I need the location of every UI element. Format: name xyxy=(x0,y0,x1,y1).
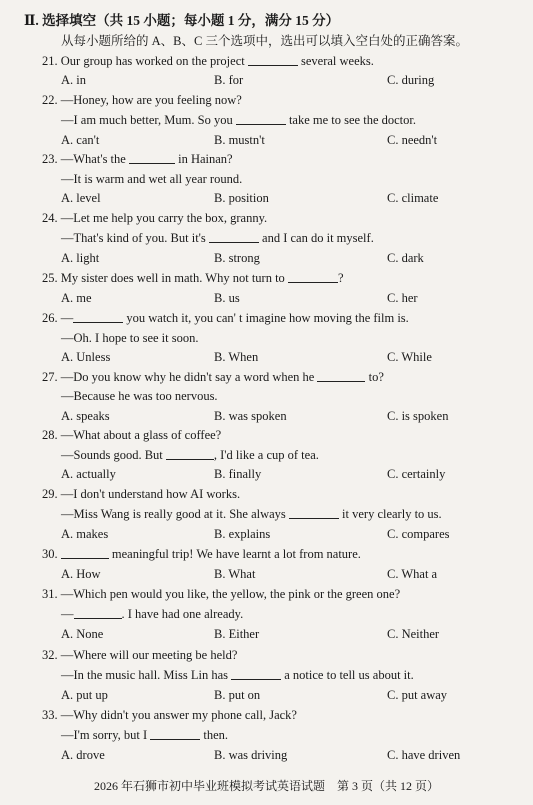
option-c: C. dark xyxy=(387,251,424,265)
question-32-reply: —In the music hall. Miss Lin has a notice to tell us about it. xyxy=(61,668,414,682)
question-23-options xyxy=(0,188,533,208)
question-26-reply: —Oh. I hope to see it soon. xyxy=(61,331,199,345)
question-30-options xyxy=(0,564,533,584)
answer-blank xyxy=(231,667,281,680)
section-title: Ⅱ. 选择填空（共 15 小题；每小题 1 分，满分 15 分） xyxy=(24,13,340,28)
question-33-stem: 33. —Why didn't you answer my phone call, Jack? xyxy=(42,708,297,722)
question-28-options xyxy=(0,464,533,484)
option-b: B. finally xyxy=(214,467,262,481)
question-25-stem: 25. My sister does well in math. Why not turn to ? xyxy=(42,271,344,285)
option-a: A. light xyxy=(61,251,100,265)
option-c: C. climate xyxy=(387,191,439,205)
option-c: C. put away xyxy=(387,688,448,702)
option-b: B. explains xyxy=(214,527,271,541)
question-26-stem: 26. — you watch it, you can' t imagine how moving the film is. xyxy=(42,311,409,325)
page-footer: 2026 年石狮市初中毕业班模拟考试英语试题 第 3 页（共 12 页） xyxy=(93,779,439,793)
option-b: B. mustn't xyxy=(214,133,265,147)
question-23-stem: 23. —What's the in Hainan? xyxy=(42,152,233,166)
option-b: B. Either xyxy=(214,627,260,641)
answer-blank xyxy=(129,151,175,164)
answer-blank xyxy=(236,112,286,125)
question-24-options xyxy=(0,248,533,268)
answer-blank xyxy=(209,230,259,243)
option-c: C. What a xyxy=(387,567,438,581)
option-a: A. None xyxy=(61,627,104,641)
option-a: A. level xyxy=(61,191,101,205)
question-22-options xyxy=(0,130,533,150)
option-a: A. me xyxy=(61,291,92,305)
section-instruction: 从每小题所给的 A、B、C 三个选项中，选出可以填入空白处的正确答案。 xyxy=(61,34,468,48)
answer-blank xyxy=(289,506,339,519)
option-a: A. can't xyxy=(61,133,100,147)
answer-blank xyxy=(73,310,123,323)
question-28-reply: —Sounds good. But , I'd like a cup of tea. xyxy=(61,448,319,462)
question-32-options xyxy=(0,685,533,705)
question-22-reply: —I am much better, Mum. So you take me to see the doctor. xyxy=(61,113,416,127)
question-21-stem: 21. Our group has worked on the project several weeks. xyxy=(42,54,374,68)
option-c: C. her xyxy=(387,291,418,305)
question-31-reply: — . I have had one already. xyxy=(61,607,244,621)
question-24-stem: 24. —Let me help you carry the box, granny. xyxy=(42,211,268,225)
question-27-stem: 27. —Do you know why he didn't say a word when he to? xyxy=(42,370,384,384)
option-b: B. was spoken xyxy=(214,409,287,423)
question-29-reply: —Miss Wang is really good at it. She always it very clearly to us. xyxy=(61,507,442,521)
option-a: A. actually xyxy=(61,467,116,481)
option-b: B. position xyxy=(214,191,269,205)
answer-blank xyxy=(288,270,338,283)
option-a: A. speaks xyxy=(61,409,110,423)
question-27-reply: —Because he was too nervous. xyxy=(61,389,218,403)
option-c: C. needn't xyxy=(387,133,438,147)
question-23-reply: —It is warm and wet all year round. xyxy=(61,172,243,186)
question-31-options xyxy=(0,624,533,644)
option-b: B. strong xyxy=(214,251,260,265)
option-a: A. put up xyxy=(61,688,108,702)
option-c: C. is spoken xyxy=(387,409,449,423)
option-c: C. compares xyxy=(387,527,450,541)
option-b: B. was driving xyxy=(214,748,288,762)
question-21-options xyxy=(0,70,533,90)
question-30-stem: 30. meaningful trip! We have learnt a lot from nature. xyxy=(42,547,361,561)
option-a: A. drove xyxy=(61,748,105,762)
answer-blank xyxy=(248,53,298,66)
option-c: C. Neither xyxy=(387,627,440,641)
option-c: C. While xyxy=(387,350,432,364)
option-b: B. put on xyxy=(214,688,261,702)
option-a: A. How xyxy=(61,567,101,581)
answer-blank xyxy=(61,546,109,559)
option-c: C. during xyxy=(387,73,435,87)
question-29-options xyxy=(0,524,533,544)
question-24-reply: —That's kind of you. But it's and I can do it myself. xyxy=(61,231,374,245)
option-c: C. have driven xyxy=(387,748,461,762)
question-25-options xyxy=(0,288,533,308)
answer-blank xyxy=(150,727,200,740)
question-33-options xyxy=(0,745,533,765)
option-b: B. for xyxy=(214,73,244,87)
question-33-reply: —I'm sorry, but I then. xyxy=(61,728,229,742)
answer-blank xyxy=(317,369,365,382)
option-b: B. When xyxy=(214,350,259,364)
option-a: A. makes xyxy=(61,527,109,541)
option-c: C. certainly xyxy=(387,467,446,481)
question-28-stem: 28. —What about a glass of coffee? xyxy=(42,428,222,442)
question-31-stem: 31. —Which pen would you like, the yellow, the pink or the green one? xyxy=(42,587,401,601)
question-22-stem: 22. —Honey, how are you feeling now? xyxy=(42,93,242,107)
question-26-options xyxy=(0,347,533,367)
answer-blank xyxy=(74,606,122,619)
answer-blank xyxy=(166,447,214,460)
option-b: B. us xyxy=(214,291,240,305)
question-32-stem: 32. —Where will our meeting be held? xyxy=(42,648,238,662)
question-29-stem: 29. —I don't understand how AI works. xyxy=(42,487,241,501)
option-a: A. in xyxy=(61,73,86,87)
option-a: A. Unless xyxy=(61,350,111,364)
question-27-options xyxy=(0,406,533,426)
option-b: B. What xyxy=(214,567,256,581)
